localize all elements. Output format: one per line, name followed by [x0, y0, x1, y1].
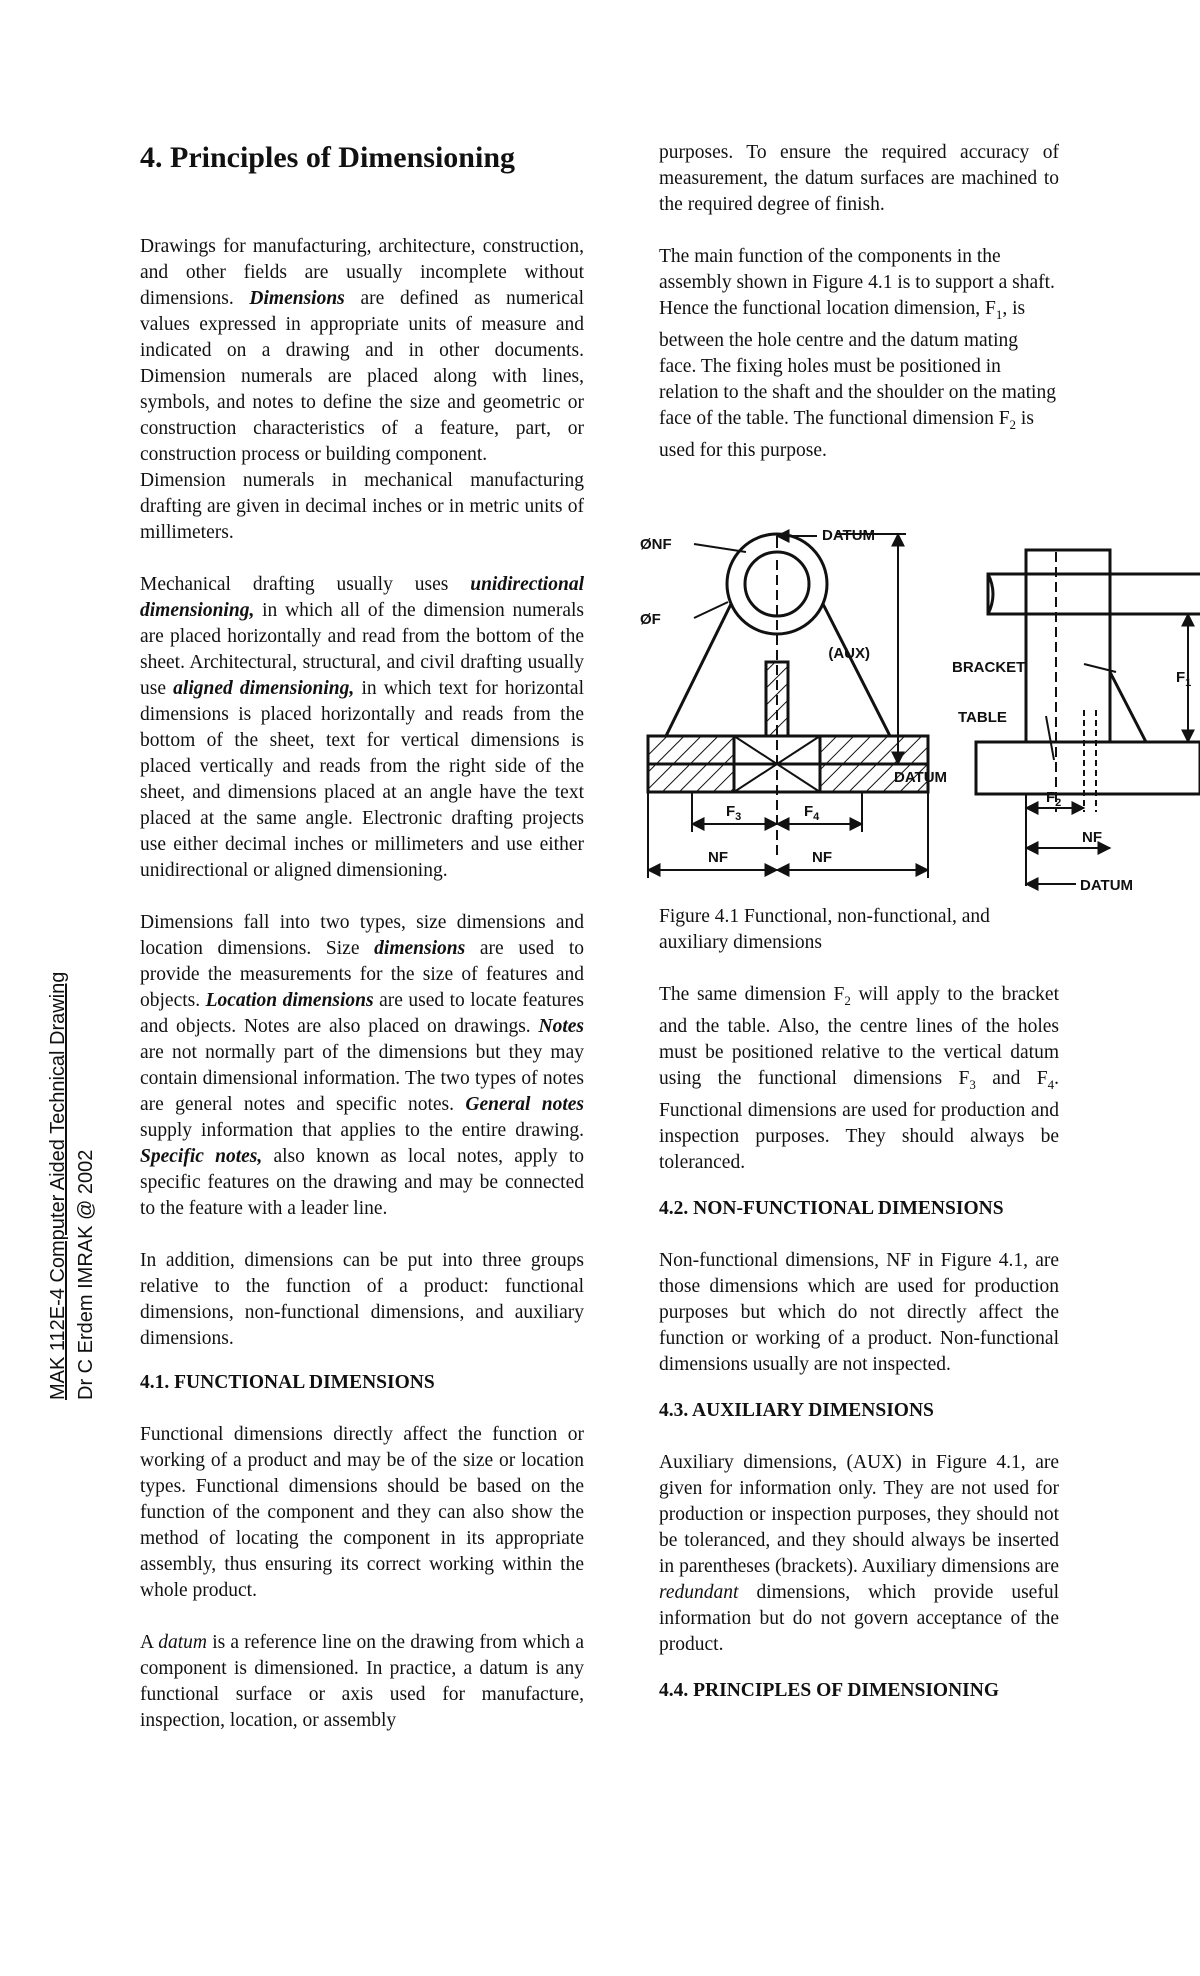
paragraph-same-dimension: The same dimension $F_2$ will apply to the bracket and the table. Also, the centre lines of the holes must be positioned relative to the vertical datum using the functional dimensions $F_3$ and $F_4$. Functional dimensions are used for production and inspection purposes. They should always be toleranced. [659, 983, 1059, 1173]
label-datum-middle: DATUM [894, 769, 948, 786]
label-bracket: BRACKET [952, 659, 1026, 676]
label-onf: ØNF [640, 536, 672, 553]
sidebar-author: Dr C Erdem IMRAK @ 2002 [75, 1149, 97, 1400]
label-f2: $F_2$ [1046, 789, 1062, 809]
page-title: 4. Principles of Dimensioning [140, 141, 516, 174]
heading-auxiliary-dimensions: 4.3. AUXILIARY DIMENSIONS [659, 1399, 934, 1421]
heading-functional-dimensions: 4.1. FUNCTIONAL DIMENSIONS [140, 1372, 435, 1393]
label-f1: $F_1$ [1176, 669, 1192, 689]
label-nf-left: NF [708, 849, 728, 866]
label-of: ØF [640, 611, 661, 628]
label-f4: $F_4$ [804, 803, 820, 823]
paragraph-datum: A datum is a reference line on the drawing from which a component is dimensioned. In practice, a datum is any functional surface or axis used for manufacture, inspection, location, or assembly [140, 1632, 584, 1731]
paragraph-assembly-function: The main function of the components in the assembly shown in Figure 4.1 is to support a shaft. Hence the functional location dimension, $F_1$, is between the hole centre and the datum mating face. The fixing holes must be positioned in relation to the shaft and the shoulder on the mating face of the table. The functional dimension $F_2$ is used for this purpose. [659, 246, 1056, 461]
paragraph-dimension-types: Dimensions fall into two types, size dimensions and location dimensions. Size dimensions are used to provide the measurements for the size of features and objects. Location dimensions are used to locate features and objects. Notes are also placed on drawings. Notes are not normally part of the dimensions but they may contain dimensional information. The two types of notes are general notes and specific notes. General notes supply information that applies to the entire drawing. Specific notes, also known as local notes, apply to specific features on the drawing and may be connected to the feature with a leader line. [140, 912, 585, 1219]
label-f3: $F_3$ [726, 803, 742, 823]
paragraph-drafting-styles: Mechanical drafting usually uses unidirectional dimensioning, in which all of the dimension numerals are placed horizontally and read from the bottom of the sheet. Architectural, structural, and civil drafting usually use aligned dimensioning, in which text for horizontal dimensions is placed horizontally and reads from the bottom of the sheet, text for vertical dimensions is placed vertically and reads from the right side of the sheet, and dimensions placed at an angle have the text placed at the same angle. Electronic drafting projects use either decimal inches or millimeters and use either unidirectional or aligned dimensioning. [140, 574, 584, 881]
paragraph-dimension-groups: In addition, dimensions can be put into three groups relative to the function of a product: functional dimensions, non-functional dimensions, and auxiliary dimensions. [140, 1250, 584, 1349]
paragraph-functional-dimensions: Functional dimensions directly affect the function or working of a product and may be of the size or location types. Functional dimensions should be based on the function of the component and they can also show the method of locating the component in its appropriate assembly, thus ensuring its correct working within the whole product. [140, 1424, 584, 1601]
label-nf-side: NF [1082, 829, 1102, 846]
paragraph-datum-continued: purposes. To ensure the required accuracy of measurement, the datum surfaces are machined to the required degree of finish. [659, 142, 1059, 215]
figure-caption: Figure 4.1 Functional, non-functional, and auxiliary dimensions [659, 905, 990, 953]
paragraph-dimension-units: Dimension numerals in mechanical manufacturing drafting are given in decimal inches or in metric units of millimeters. [140, 470, 584, 543]
heading-non-functional-dimensions: 4.2. NON-FUNCTIONAL DIMENSIONS [659, 1197, 1004, 1219]
label-aux: (AUX) [828, 645, 870, 662]
bracket-side-view [1026, 550, 1110, 742]
paragraph-auxiliary: Auxiliary dimensions, (AUX) in Figure 4.1, are given for information only. They are not used for production or inspection purposes, they should not be toleranced, and they should always be inserted in parentheses (brackets). Auxiliary dimensions are redundant dimensions, which provide useful information but do not govern acceptance of the product. [659, 1451, 1059, 1655]
sidebar-course-label [44, 880, 108, 1400]
left-column [140, 140, 584, 1734]
right-column [659, 140, 1062, 1704]
table-side-view [976, 742, 1200, 794]
label-table: TABLE [958, 709, 1007, 726]
figure-4-1-drawing [636, 512, 1200, 912]
sidebar-course-title: MAK 112E-4 Computer Aided Technical Drawing [47, 971, 69, 1400]
paragraph-non-functional: Non-functional dimensions, NF in Figure 4.1, are those dimensions which are used for production purposes but which do not directly affect the function or working of a product. Non-functional dimensions usually are not inspected. [659, 1249, 1059, 1375]
label-nf-right: NF [812, 849, 832, 866]
label-datum-bottom: DATUM [1080, 877, 1134, 894]
paragraph-dimensions-intro: Drawings for manufacturing, architecture, construction, and other fields are usually incomplete without dimensions. Dimensions are defined as numerical values expressed in appropriate units of measure and indicated on a drawing and in other documents. Dimension numerals are placed along with lines, symbols, and notes to define the size and geometric or construction characteristics of a feature, part, or construction process or building component. [140, 236, 584, 465]
shaft-side-view [988, 574, 1200, 614]
label-datum-top: DATUM [822, 527, 876, 544]
heading-principles-of-dimensioning: 4.4. PRINCIPLES OF DIMENSIONING [659, 1679, 1000, 1701]
